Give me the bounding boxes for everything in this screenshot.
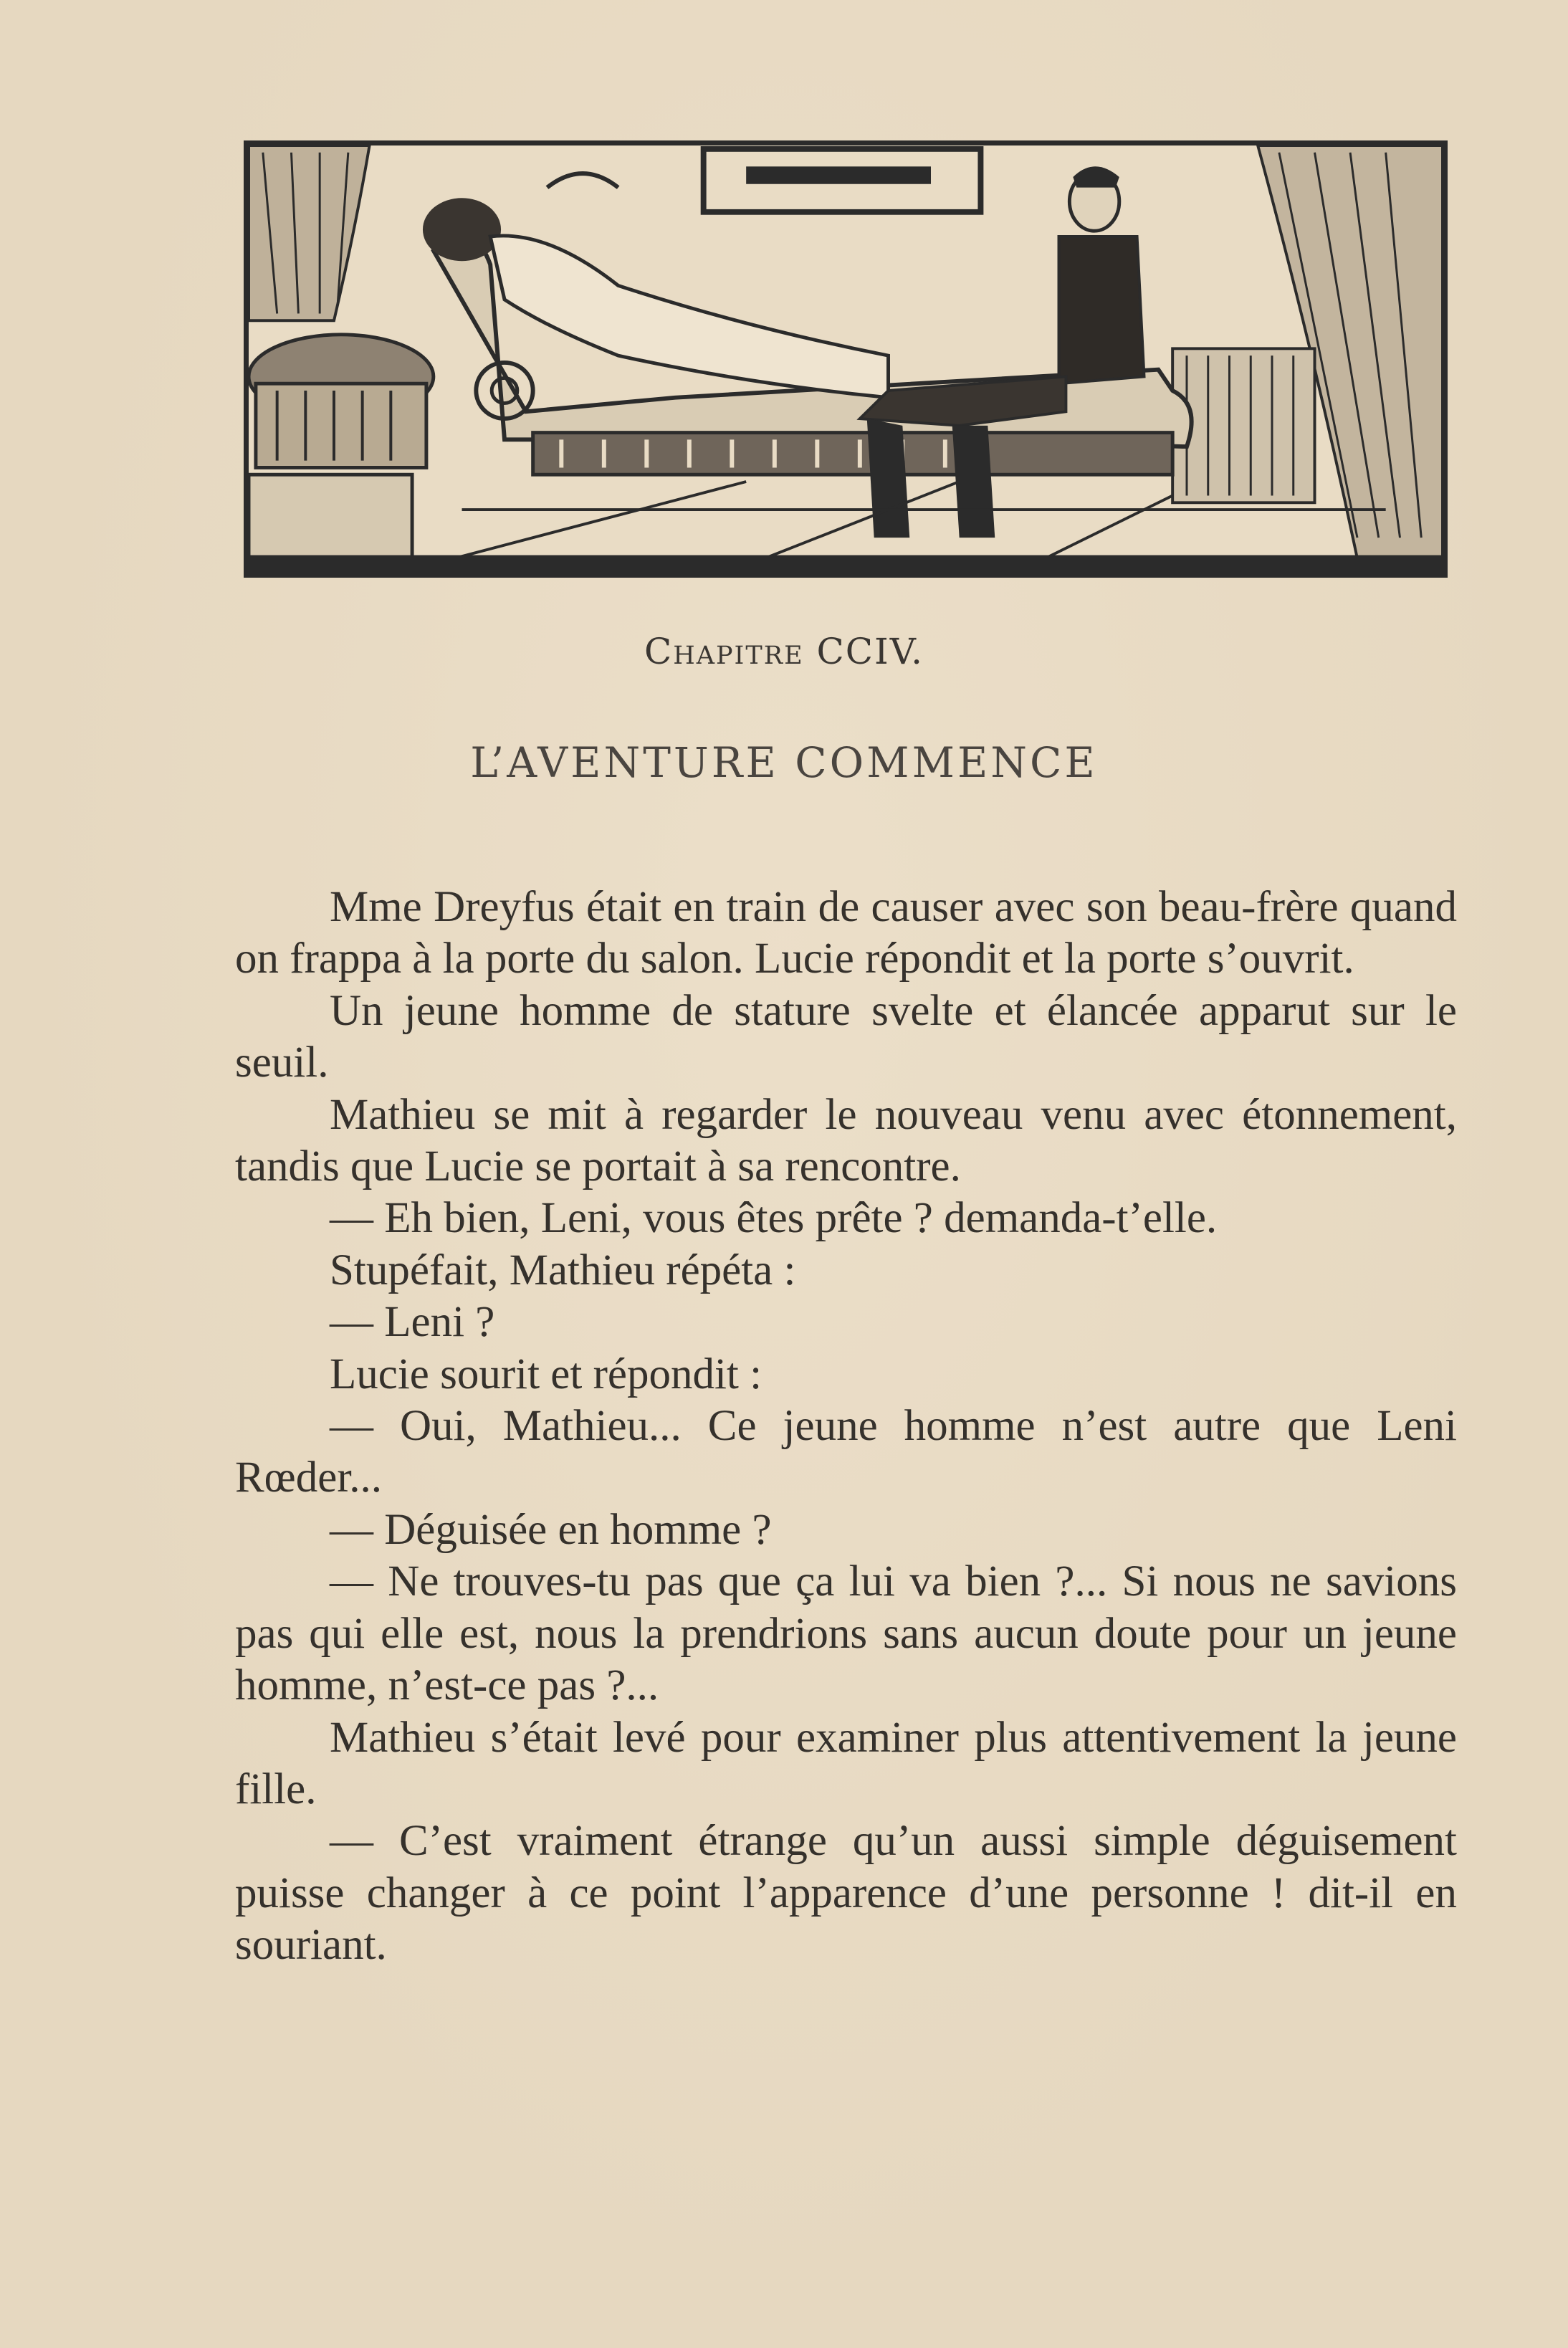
paragraph: — Leni ?	[330, 1298, 495, 1347]
chapter-title: L’AVENTURE COMMENCE	[470, 738, 1098, 787]
chapter-heading	[0, 631, 1568, 672]
body-text	[235, 882, 1457, 1972]
chapter-label: Chapitre	[644, 631, 804, 672]
paragraph: Mme Dreyfus était en train de causer avec son beau-frère quand on frappa à la porte du salon. Lucie répondit et la porte s’ouvrit.	[235, 883, 1457, 983]
paragraph: Un jeune homme de stature svelte et élancée apparut sur le seuil.	[235, 986, 1457, 1087]
chapter-illustration	[244, 140, 1448, 578]
paragraph: — Ne trouves-tu pas que ça lui va bien ?... Si nous ne savions pas qui elle est, nous la prendrions sans aucun doute pour un jeune homme, n’est-ce pas ?...	[235, 1557, 1457, 1710]
paragraph: — Déguisée en homme ?	[330, 1505, 772, 1554]
chapter-number: CCIV.	[816, 631, 924, 672]
paragraph: — C’est vraiment étrange qu’un aussi simple déguisement puisse changer à ce point l’apparence d’une personne ! dit-il en souriant.	[235, 1817, 1457, 1970]
paragraph: Mathieu se mit à regarder le nouveau venu avec étonnement, tandis que Lucie se portait à sa rencontre.	[235, 1090, 1457, 1191]
paragraph: Stupéfait, Mathieu répéta :	[330, 1246, 796, 1294]
paragraph: Mathieu s’était levé pour examiner plus attentivement la jeune fille.	[235, 1713, 1457, 1813]
paragraph: — Eh bien, Leni, vous êtes prête ? demanda-t’elle.	[330, 1194, 1218, 1243]
paragraph: — Oui, Mathieu... Ce jeune homme n’est autre que Leni Rœder...	[235, 1402, 1457, 1502]
paragraph: Lucie sourit et répondit :	[330, 1350, 763, 1398]
